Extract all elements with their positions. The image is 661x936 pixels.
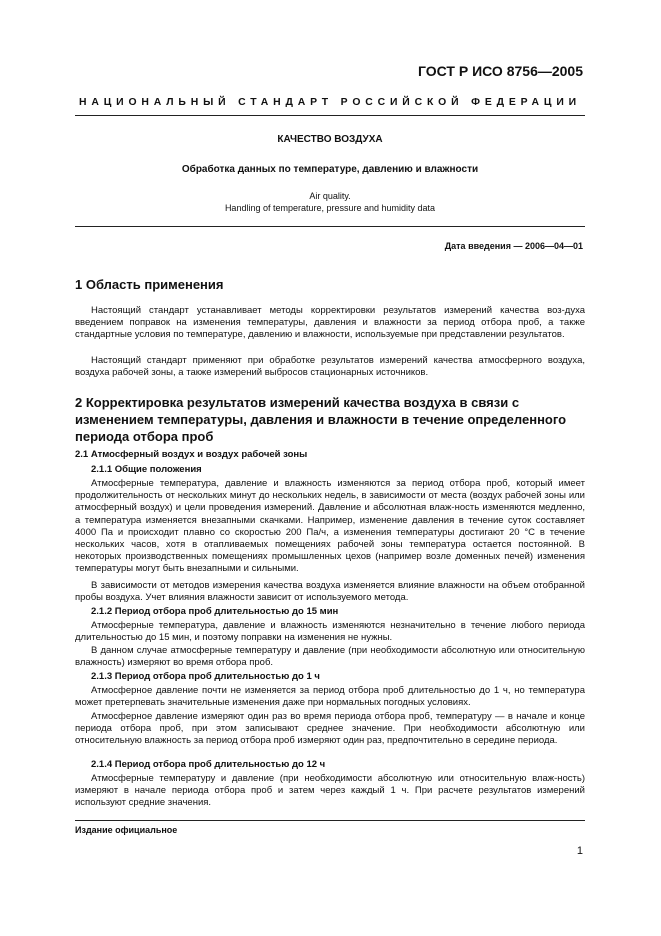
official-edition-note: Издание официальное [75, 825, 178, 835]
english-title-line2: Handling of temperature, pressure and humidity data [224, 203, 436, 213]
subsection-2-1-3-heading: 2.1.3 Период отбора проб длительностью до 1 ч [91, 671, 320, 682]
title-divider [75, 226, 585, 227]
paragraph-2-1-3-b: Атмосферное давление измеряют один раз во время периода отбора проб, температуру — в начале и конце периода отбора проб, при этом записывают среднее значение. При необходимости абсолютную или относительную влажность за период отбора проб измеряют один раз, предпочтительно в середине периода. [75, 711, 585, 747]
document-subtitle: Обработка данных по температуре, давлению и влажности [181, 164, 479, 175]
paragraph-2-1-3-a: Атмосферное давление почти не изменяется за период отбора проб длительностью до 1 ч, но температура может претерпевать значительные изменения даже при нормальных погодных условиях. [75, 685, 585, 709]
paragraph-2-1-4-a: Атмосферные температуру и давление (при необходимости абсолютную или относительную влаж-ность) измеряют в начале периода отбора проб и затем через каждый 1 ч. При расчете результатов измерений используют средние значения. [75, 773, 585, 809]
paragraph-2-1-1-b: В зависимости от методов измерения качества воздуха изменяется влияние влажности на объем отобранной пробы воздуха. Учет влияния влажности зависит от используемого метода. [75, 580, 585, 604]
subsection-2-1-4-heading: 2.1.4 Период отбора проб длительностью до 12 ч [91, 759, 326, 770]
banner-divider [75, 115, 585, 116]
document-number: ГОСТ Р ИСО 8756—2005 [418, 63, 583, 79]
document-title: КАЧЕСТВО ВОЗДУХА [277, 134, 383, 145]
paragraph-2-1-2-b: В данном случае атмосферные температуру и давление (при необходимости абсолютную или относительную влажность) измеряют во время отбора проб. [75, 645, 585, 669]
subsection-2-1-1-heading: 2.1.1 Общие положения [91, 464, 202, 475]
paragraph-2-1-2-a: Атмосферные температура, давление и влажность изменяются незначительно в течение любого периода длительностью до 15 мин, и поэтому поправки на изменения не нужны. [75, 620, 585, 644]
subsection-2-1-heading: 2.1 Атмосферный воздух и воздух рабочей зоны [75, 449, 308, 460]
page-number: 1 [576, 845, 583, 857]
english-title [75, 190, 585, 214]
paragraph-2-1-1-a: Атмосферные температура, давление и влажность изменяются за период отбора проб, который имеет продолжительность от нескольких минут до нескольких недель, в зависимости от места (воздух рабочей зоны или атмосферный воздух) и цели проведения измерений. Давление и абсолютная влаж-ность изменяются медленно, а температура изменяется внезапными скачками. Например, изменение давления в течение суток составляет 4000 Па и происходит плавно со скоростью 200 Па/ч, а изменения температуры достигают 20 °С в течение нескольких часов, хотя в отапливаемых помещениях рабочей зоны температура остается постоянной. В некоторых производственных помещениях промышленных цехов (например возле доменных печей) изменения температуры могут быть внезапными и сильными. [75, 478, 585, 575]
section-1-heading: 1 Область применения [75, 277, 224, 292]
section-1-paragraph-2: Настоящий стандарт применяют при обработке результатов измерений качества атмосферного воздуха, воздуха рабочей зоны, а также измерений выбросов стационарных источников. [75, 355, 585, 379]
section-1-paragraph-1: Настоящий стандарт устанавливает методы корректировки результатов измерений качества воз-духа введением поправок на изменения температуры, давления и влажности за период отбора проб, а также стандартные условия по температуре, давлению и влажности, используемые при представлении результатов. [75, 305, 585, 341]
footer-divider [75, 820, 585, 821]
section-2-heading: 2 Корректировка результатов измерений качества воздуха в связи с изменением температуры, давления и влажности в течение определенного периода отбора проб [75, 395, 567, 444]
standard-banner: НАЦИОНАЛЬНЫЙ СТАНДАРТ РОССИЙСКОЙ ФЕДЕРАЦИИ [79, 97, 581, 108]
effective-date: Дата введения — 2006—04—01 [444, 241, 583, 251]
english-title-line1: Air quality. [309, 191, 351, 201]
subsection-2-1-2-heading: 2.1.2 Период отбора проб длительностью до 15 мин [91, 606, 339, 617]
